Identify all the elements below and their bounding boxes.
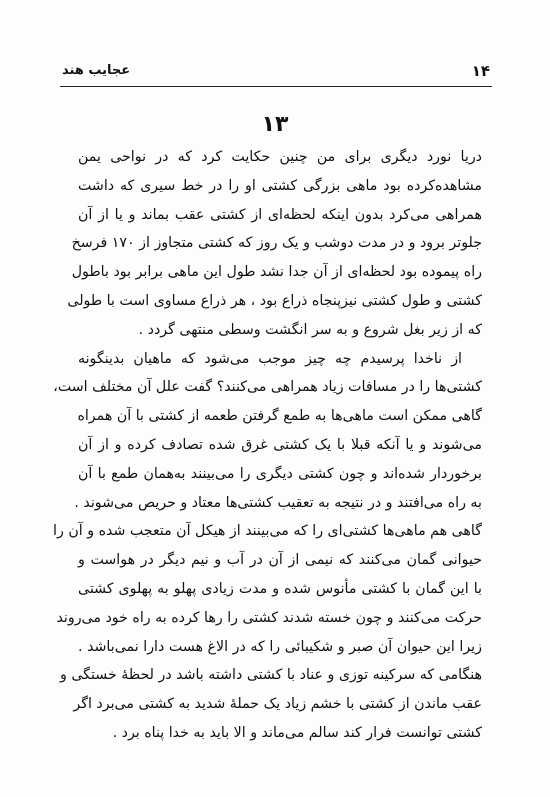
chapter-number: ۱۳ [261,112,289,137]
text-line: گاهی ممکن است ماهی‌ها به طمع گرفتن طعمه از کشتی با آن همراه [77,408,482,425]
header-rule [60,86,492,87]
text-line: همراهی می‌کرد بدون اینکه لحظه‌ای از کشتی عقب بماند و یا از آن [78,206,482,223]
body-text [53,143,482,748]
book-title: عجایب هند [62,63,131,78]
text-line: حیوانی گمان می‌کنند که نیمی از آن در آب و نیم دیگر در هواست و [78,552,482,569]
text-line: به راه می‌افتند و در نتیجه به تعقیب کشتی‌ها معتاد و حریص می‌شوند . [74,494,482,511]
text-line: می‌شوند و یا آنکه قبلا با یک کشتی غرق شده تصادف کرده و از آن [78,436,482,453]
text-line: گاهی هم ماهی‌ها کشتی‌ای را که می‌بینند از هیکل آن متعجب شده و آن را [53,523,482,540]
text-line: با این گمان با کشتی مأنوس شده و مدت زیادی پهلو به پهلوی کشتی [78,580,482,597]
running-header [62,62,490,86]
page-number: ۱۴ [471,62,490,80]
text-line: مشاهده‌کرده بود ماهی بزرگی کشتی او را در خط سیری که داشت [78,177,482,194]
text-line: راه پیموده بود لحظه‌ای از آن جدا نشد طول این ماهی برابر بود باطول [71,264,482,281]
text-line: حرکت می‌کنند و چون خسته شدند کشتی را رها کرده به راه خود می‌روند [56,609,482,626]
text-line: برخوردار شده‌اند و چون کشتی دیگری را می‌بینند به‌همان طمع با آن [78,465,482,482]
text-line: از ناخدا پرسیدم چه چیز موجب می‌شود که ماهیان بدینگونه [78,350,462,367]
text-line: عقب ماندن از کشتی با خشم زیاد یک حملهٔ شدید به کشتی می‌برد اگر [73,696,482,713]
text-line: کشتی توانست فرار کند سالم می‌ماند و الا باید به خدا پناه برد . [112,724,482,741]
text-line: دریا نورد دیگری برای من چنین حکایت کرد که در نواحی یمن [78,149,482,165]
text-line: هنگامی که سرکینه توزی و عناد با کشتی داشته باشد در لحظهٔ خستگی و [60,667,482,684]
text-line: کشتی و طول کشتی نیزپنجاه ذراع بود ، هر ذراع مساوی است با طولی [67,292,482,309]
text-line: کشتی‌ها را در مسافات زیاد همراهی می‌کنند؟ گفت علل آن مختلف است، [53,379,482,396]
text-line: که از زیر بغل شروع و به سر انگشت وسطی منتهی گردد . [138,321,482,338]
text-line: جلوتر برود و در مدت دوشب و یک روز که کشتی متجاوز از ۱۷۰ فرسخ [71,235,482,252]
text-line: زیرا این حیوان آن صبر و شکیبائی را که در الاغ هست دارا نمی‌باشد . [78,638,482,655]
